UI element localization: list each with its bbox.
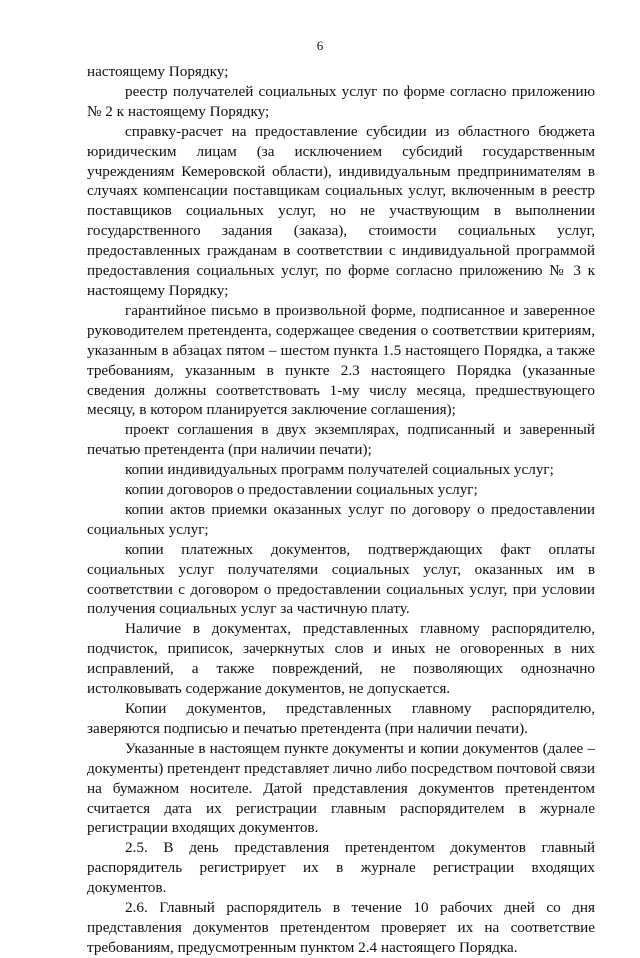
list-item-acceptance-acts: копии актов приемки оказанных услуг по договору о предоставлении социальных услуг; — [87, 500, 595, 538]
list-item-calculation-certificate: справку-расчет на предоставление субсидии из областного бюджета юридическим лицам (за исключением субсидий государственным учреждениям Кемеровской области), индивидуальным предпринимателям в случаях компенсации поставщикам социальных услуг, включенным в реестр поставщиков социальных услуг, но не участвующим в выполнении государственного задания (заказа), стоимости социальных услуг, предоставленных гражданам в соответствии с индивидуальной программой предоставления социальных услуг, по форме согласно приложению № 3 к настоящему Порядку; — [87, 122, 595, 299]
list-item-payment-documents: копии платежных документов, подтверждающих факт оплаты социальных услуг получателями социальных услуг, оказанных им в соответствии с договором о предоставлении социальных услуг, при условии получения социальных услуг за частичную плату. — [87, 540, 595, 618]
list-item-recipients-register: реестр получателей социальных услуг по форме согласно приложению № 2 к настоящему Порядку; — [87, 82, 595, 120]
paragraph-submission: Указанные в настоящем пункте документы и копии документов (далее – документы) претендент представляет лично либо посредством почтовой связи на бумажном носителе. Датой представления документов претендентом считается дата их регистрации главным распорядителем в журнале регистрации входящих документов. — [87, 739, 596, 837]
paragraph-clause-2-6: 2.6. Главный распорядитель в течение 10 рабочих дней со дня представления документов претендентом проверяет их на соответствие требованиям, предусмотренным пунктом 2.4 настоящего Порядка. — [87, 899, 595, 956]
list-item-individual-programs: копии индивидуальных программ получателей социальных услуг; — [125, 461, 554, 479]
list-item-guarantee-letter: гарантийное письмо в произвольной форме, подписанное и заверенное руководителем претендента, содержащее сведения о соответствии критериям, указанным в абзацах пятом – шестом пункта 1.5 настоящего Порядка, а также требованиям, указанным в пункте 2.3 настоящего Порядка (указанные сведения должны соответствовать 1-му числу месяца, предшествующего месяцу, в котором планируется заключение соглашения); — [87, 301, 595, 419]
document-body — [87, 62, 595, 958]
paragraph-continuation: настоящему Порядку; — [87, 63, 229, 80]
page-number: 6 — [316, 38, 324, 53]
list-item-draft-agreement: проект соглашения в двух экземплярах, подписанный и заверенный печатью претендента (при наличии печати); — [87, 421, 595, 459]
list-item-service-contracts: копии договоров о предоставлении социальных услуг; — [125, 481, 478, 499]
paragraph-document-defects: Наличие в документах, представленных главному распорядителю, подчисток, приписок, зачеркнутых слов и иных не оговоренных в них исправлений, а также повреждений, не позволяющих однозначно истолковывать содержание документов, не допускается. — [87, 620, 595, 698]
paragraph-clause-2-5: 2.5. В день представления претендентом документов главный распорядитель регистрирует их в журнале регистрации входящих документов. — [87, 839, 595, 897]
paragraph-copies-certification: Копии документов, представленных главному распорядителю, заверяются подписью и печатью претендента (при наличии печати). — [87, 700, 595, 737]
